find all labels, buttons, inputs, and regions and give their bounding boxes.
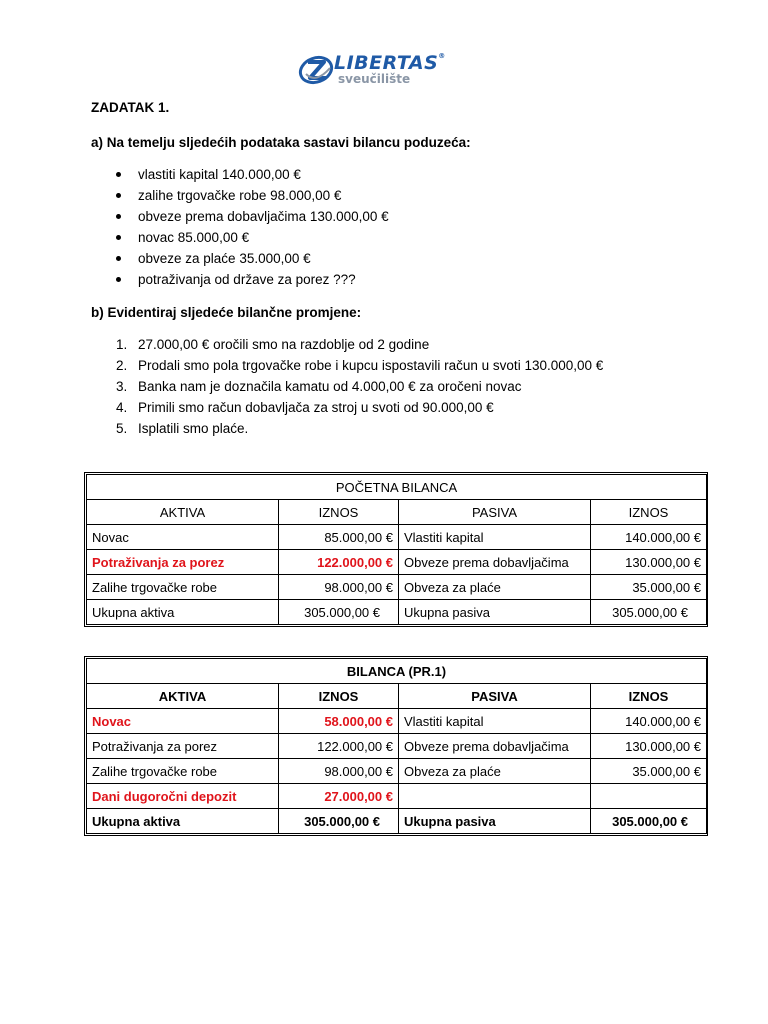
table-cell	[399, 784, 591, 809]
table-cell	[591, 784, 707, 809]
libertas-emblem-icon	[298, 52, 338, 88]
table-cell: Vlastiti kapital	[399, 525, 591, 550]
initial-balance-table	[84, 472, 708, 627]
column-header: PASIVA	[399, 684, 591, 709]
table-cell: Potraživanja za porez	[87, 734, 279, 759]
bullet-icon	[116, 193, 121, 198]
table-cell: Obveza za plaće	[399, 759, 591, 784]
table-cell: 58.000,00 €	[279, 709, 399, 734]
table-cell: Obveze prema dobavljačima	[399, 550, 591, 575]
table-title-row	[87, 659, 707, 684]
table-cell: 140.000,00 €	[591, 709, 707, 734]
list-item: 4. Primili smo račun dobavljača za stroj u svoti od 90.000,00 €	[116, 400, 494, 415]
table-cell: 27.000,00 €	[279, 784, 399, 809]
table-row	[87, 550, 707, 575]
bullet-icon	[116, 235, 121, 240]
part-b-list	[91, 334, 603, 439]
table-cell: Ukupna aktiva	[87, 809, 279, 834]
table-header-row	[87, 500, 707, 525]
table-cell: 305.000,00 €	[279, 809, 399, 834]
column-header: IZNOS	[279, 684, 399, 709]
part-b-heading: b) Evidentiraj sljedeće bilančne promjene:	[91, 305, 362, 320]
table-cell: 98.000,00 €	[279, 759, 399, 784]
column-header: AKTIVA	[87, 500, 279, 525]
table-cell: 35.000,00 €	[591, 759, 707, 784]
part-a-list	[91, 164, 389, 290]
bullet-icon	[116, 214, 121, 219]
bullet-icon	[116, 256, 121, 261]
list-item: obveze za plaće 35.000,00 €	[91, 248, 389, 269]
table-row	[87, 734, 707, 759]
table-cell: 305.000,00 €	[591, 809, 707, 834]
table-cell: Vlastiti kapital	[399, 709, 591, 734]
list-item: 5. Isplatili smo plaće.	[116, 421, 249, 436]
table-cell: Potraživanja za porez	[87, 550, 279, 575]
logo-wordmark: LIBERTAS®	[334, 52, 446, 74]
table-total-row	[87, 809, 707, 834]
table-cell: 305.000,00 €	[591, 600, 707, 625]
list-item: potraživanja od države za porez ???	[91, 269, 389, 290]
table-header-row	[87, 684, 707, 709]
table-row	[87, 784, 707, 809]
table-title: POČETNA BILANCA	[87, 475, 707, 500]
table-cell: 122.000,00 €	[279, 734, 399, 759]
table-cell: Zalihe trgovačke robe	[87, 759, 279, 784]
list-item: vlastiti kapital 140.000,00 €	[91, 164, 389, 185]
balance-after-change-1-table	[84, 656, 708, 836]
table-cell: 130.000,00 €	[591, 550, 707, 575]
table-cell: 130.000,00 €	[591, 734, 707, 759]
part-a-heading: a) Na temelju sljedećih podataka sastavi bilancu poduzeća:	[91, 135, 471, 150]
column-header: PASIVA	[399, 500, 591, 525]
table-cell: Ukupna pasiva	[399, 600, 591, 625]
table-cell: 98.000,00 €	[279, 575, 399, 600]
logo-subtitle: sveučilište	[338, 72, 411, 86]
table-row	[87, 575, 707, 600]
table-row	[87, 709, 707, 734]
list-item: obveze prema dobavljačima 130.000,00 €	[91, 206, 389, 227]
table-cell: 305.000,00 €	[279, 600, 399, 625]
table-cell: 122.000,00 €	[279, 550, 399, 575]
table-row	[87, 759, 707, 784]
table-cell: Dani dugoročni depozit	[87, 784, 279, 809]
table-title-row	[87, 475, 707, 500]
task-title: ZADATAK 1.	[91, 100, 170, 115]
column-header: IZNOS	[591, 500, 707, 525]
list-item: 2. Prodali smo pola trgovačke robe i kupcu ispostavili račun u svoti 130.000,00 €	[116, 358, 604, 373]
table-cell: Ukupna pasiva	[399, 809, 591, 834]
libertas-logo	[298, 52, 473, 92]
list-item: 1. 27.000,00 € oročili smo na razdoblje od 2 godine	[116, 337, 430, 352]
bullet-icon	[116, 172, 121, 177]
table-row	[87, 525, 707, 550]
table-cell: 85.000,00 €	[279, 525, 399, 550]
column-header: AKTIVA	[87, 684, 279, 709]
column-header: IZNOS	[279, 500, 399, 525]
table-cell: 140.000,00 €	[591, 525, 707, 550]
table-cell: Ukupna aktiva	[87, 600, 279, 625]
table-cell: Obveze prema dobavljačima	[399, 734, 591, 759]
table-cell: Zalihe trgovačke robe	[87, 575, 279, 600]
table-cell: Novac	[87, 709, 279, 734]
table-total-row	[87, 600, 707, 625]
list-item: novac 85.000,00 €	[91, 227, 389, 248]
list-item: 3. Banka nam je doznačila kamatu od 4.000,00 € za oročeni novac	[116, 379, 522, 394]
table-cell: Obveza za plaće	[399, 575, 591, 600]
table-cell: 35.000,00 €	[591, 575, 707, 600]
column-header: IZNOS	[591, 684, 707, 709]
table-title: BILANCA (PR.1)	[87, 659, 707, 684]
table-cell: Novac	[87, 525, 279, 550]
list-item: zalihe trgovačke robe 98.000,00 €	[91, 185, 389, 206]
bullet-icon	[116, 277, 121, 282]
